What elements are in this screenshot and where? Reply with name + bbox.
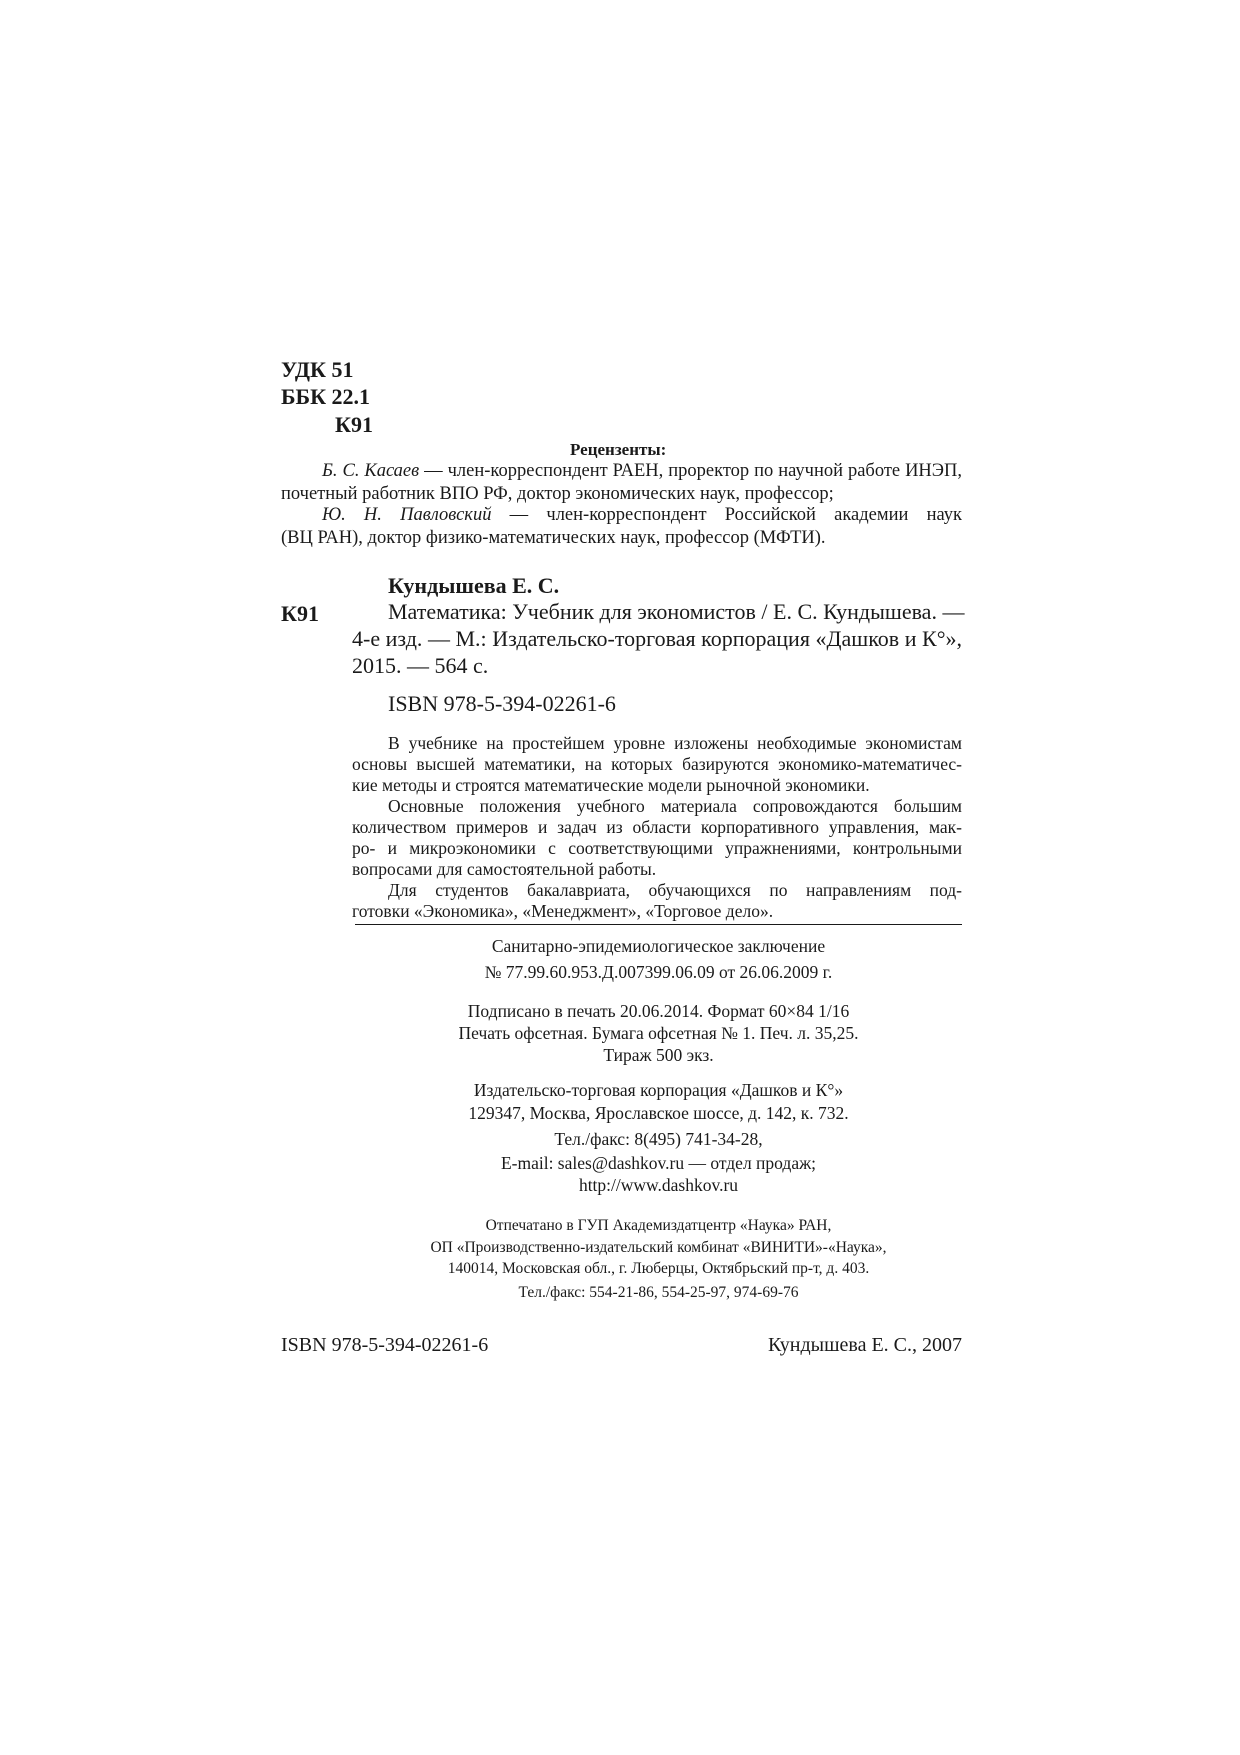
annotation-p1-line-3: кие методы и строятся математические модели рыночной экономики. [352, 775, 870, 795]
printer-line-2: ОП «Производственно-издательский комбинат «ВИНИТИ»-«Наука», [430, 1239, 887, 1256]
reviewers-heading: Рецензенты: [570, 440, 667, 459]
reviewer-2-line-2: (ВЦ РАН), доктор физико-математических наук, профессор (МФТИ). [281, 528, 826, 548]
reviewer-1-name: Б. С. Касаев [322, 461, 420, 481]
publisher-website: http://www.dashkov.ru [578, 1175, 739, 1195]
reviewer-1-credentials: — член-корреспондент РАЕН, проректор по научной работе ИНЭП, [419, 461, 962, 481]
sanitary-line-1: Санитарно-эпидемиологическое заключение [491, 936, 826, 956]
separator-rule [355, 924, 962, 925]
reviewer-2-name: Ю. Н. Павловский [322, 505, 492, 525]
annotation-p1-line-1: В учебнике на простейшем уровне изложены необходимые экономистам [388, 733, 962, 753]
book-title-line-3: 2015. — 564 с. [352, 653, 489, 678]
annotation-p2-line-2: количеством примеров и задач из области корпоративного управления, мак- [352, 817, 962, 837]
reviewer-1-line-2: почетный работник ВПО РФ, доктор экономических наук, профессор; [281, 484, 834, 504]
bbk-code: ББК 22.1 [281, 384, 371, 409]
book-title-line-1: Математика: Учебник для экономистов / Е. С. Кундышева. — [388, 599, 965, 624]
print-run: Тираж 500 экз. [603, 1045, 714, 1065]
print-info-line-2: Печать офсетная. Бумага офсетная № 1. Печ. л. 35,25. [458, 1023, 859, 1043]
annotation-p2-line-4: вопросами для самостоятельной работы. [352, 859, 657, 879]
printer-phone: Тел./факс: 554-21-86, 554-25-97, 974-69-76 [518, 1284, 799, 1301]
printer-line-3: 140014, Московская обл., г. Люберцы, Октябрьский пр-т, д. 403. [447, 1260, 870, 1277]
annotation-p1-line-2: основы высшей математики, на которых базируются экономико-математичес- [352, 754, 962, 774]
annotation-p3-line-1: Для студентов бакалавриата, обучающихся по направлениям под- [388, 880, 962, 900]
annotation-p2-line-1: Основные положения учебного материала сопровождаются большим [388, 796, 962, 816]
publisher-phone: Тел./факс: 8(495) 741-34-28, [554, 1129, 763, 1149]
footer-copyright: Кундышева Е. С., 2007 [767, 1334, 962, 1356]
annotation-p3-line-2: готовки «Экономика», «Менеджмент», «Торговое дело». [352, 901, 774, 921]
publisher-address: 129347, Москва, Ярославское шоссе, д. 142, к. 732. [468, 1103, 849, 1123]
printer-line-1: Отпечатано в ГУП Академиздатцентр «Наука» РАН, [485, 1217, 832, 1234]
reviewer-2-credentials: — член-корреспондент Российской академии наук [491, 505, 963, 525]
book-title-line-2: 4-е изд. — М.: Издательско-торговая корпорация «Дашков и К°», [352, 626, 962, 651]
publisher-name: Издательско-торговая корпорация «Дашков и К°» [473, 1080, 844, 1100]
reviewer-1-line-1 [322, 461, 962, 482]
publisher-email: E-mail: sales@dashkov.ru — отдел продаж; [500, 1153, 817, 1173]
sanitary-line-2: № 77.99.60.953.Д.007399.06.09 от 26.06.2009 г. [484, 962, 833, 982]
udk-code: УДК 51 [281, 357, 354, 382]
book-isbn: ISBN 978-5-394-02261-6 [388, 691, 616, 716]
bibliographic-author-mark: К91 [281, 601, 319, 626]
annotation-p2-line-3: ро- и микроэкономики с соответствующими упражнениями, контрольными [352, 838, 962, 858]
footer-isbn: ISBN 978-5-394-02261-6 [281, 1334, 489, 1356]
author-name: Кундышева Е. С. [388, 573, 560, 598]
reviewer-2-line-1 [322, 505, 962, 526]
print-info-line-1: Подписано в печать 20.06.2014. Формат 60×84 1/16 [467, 1001, 850, 1021]
author-mark: К91 [335, 412, 373, 437]
